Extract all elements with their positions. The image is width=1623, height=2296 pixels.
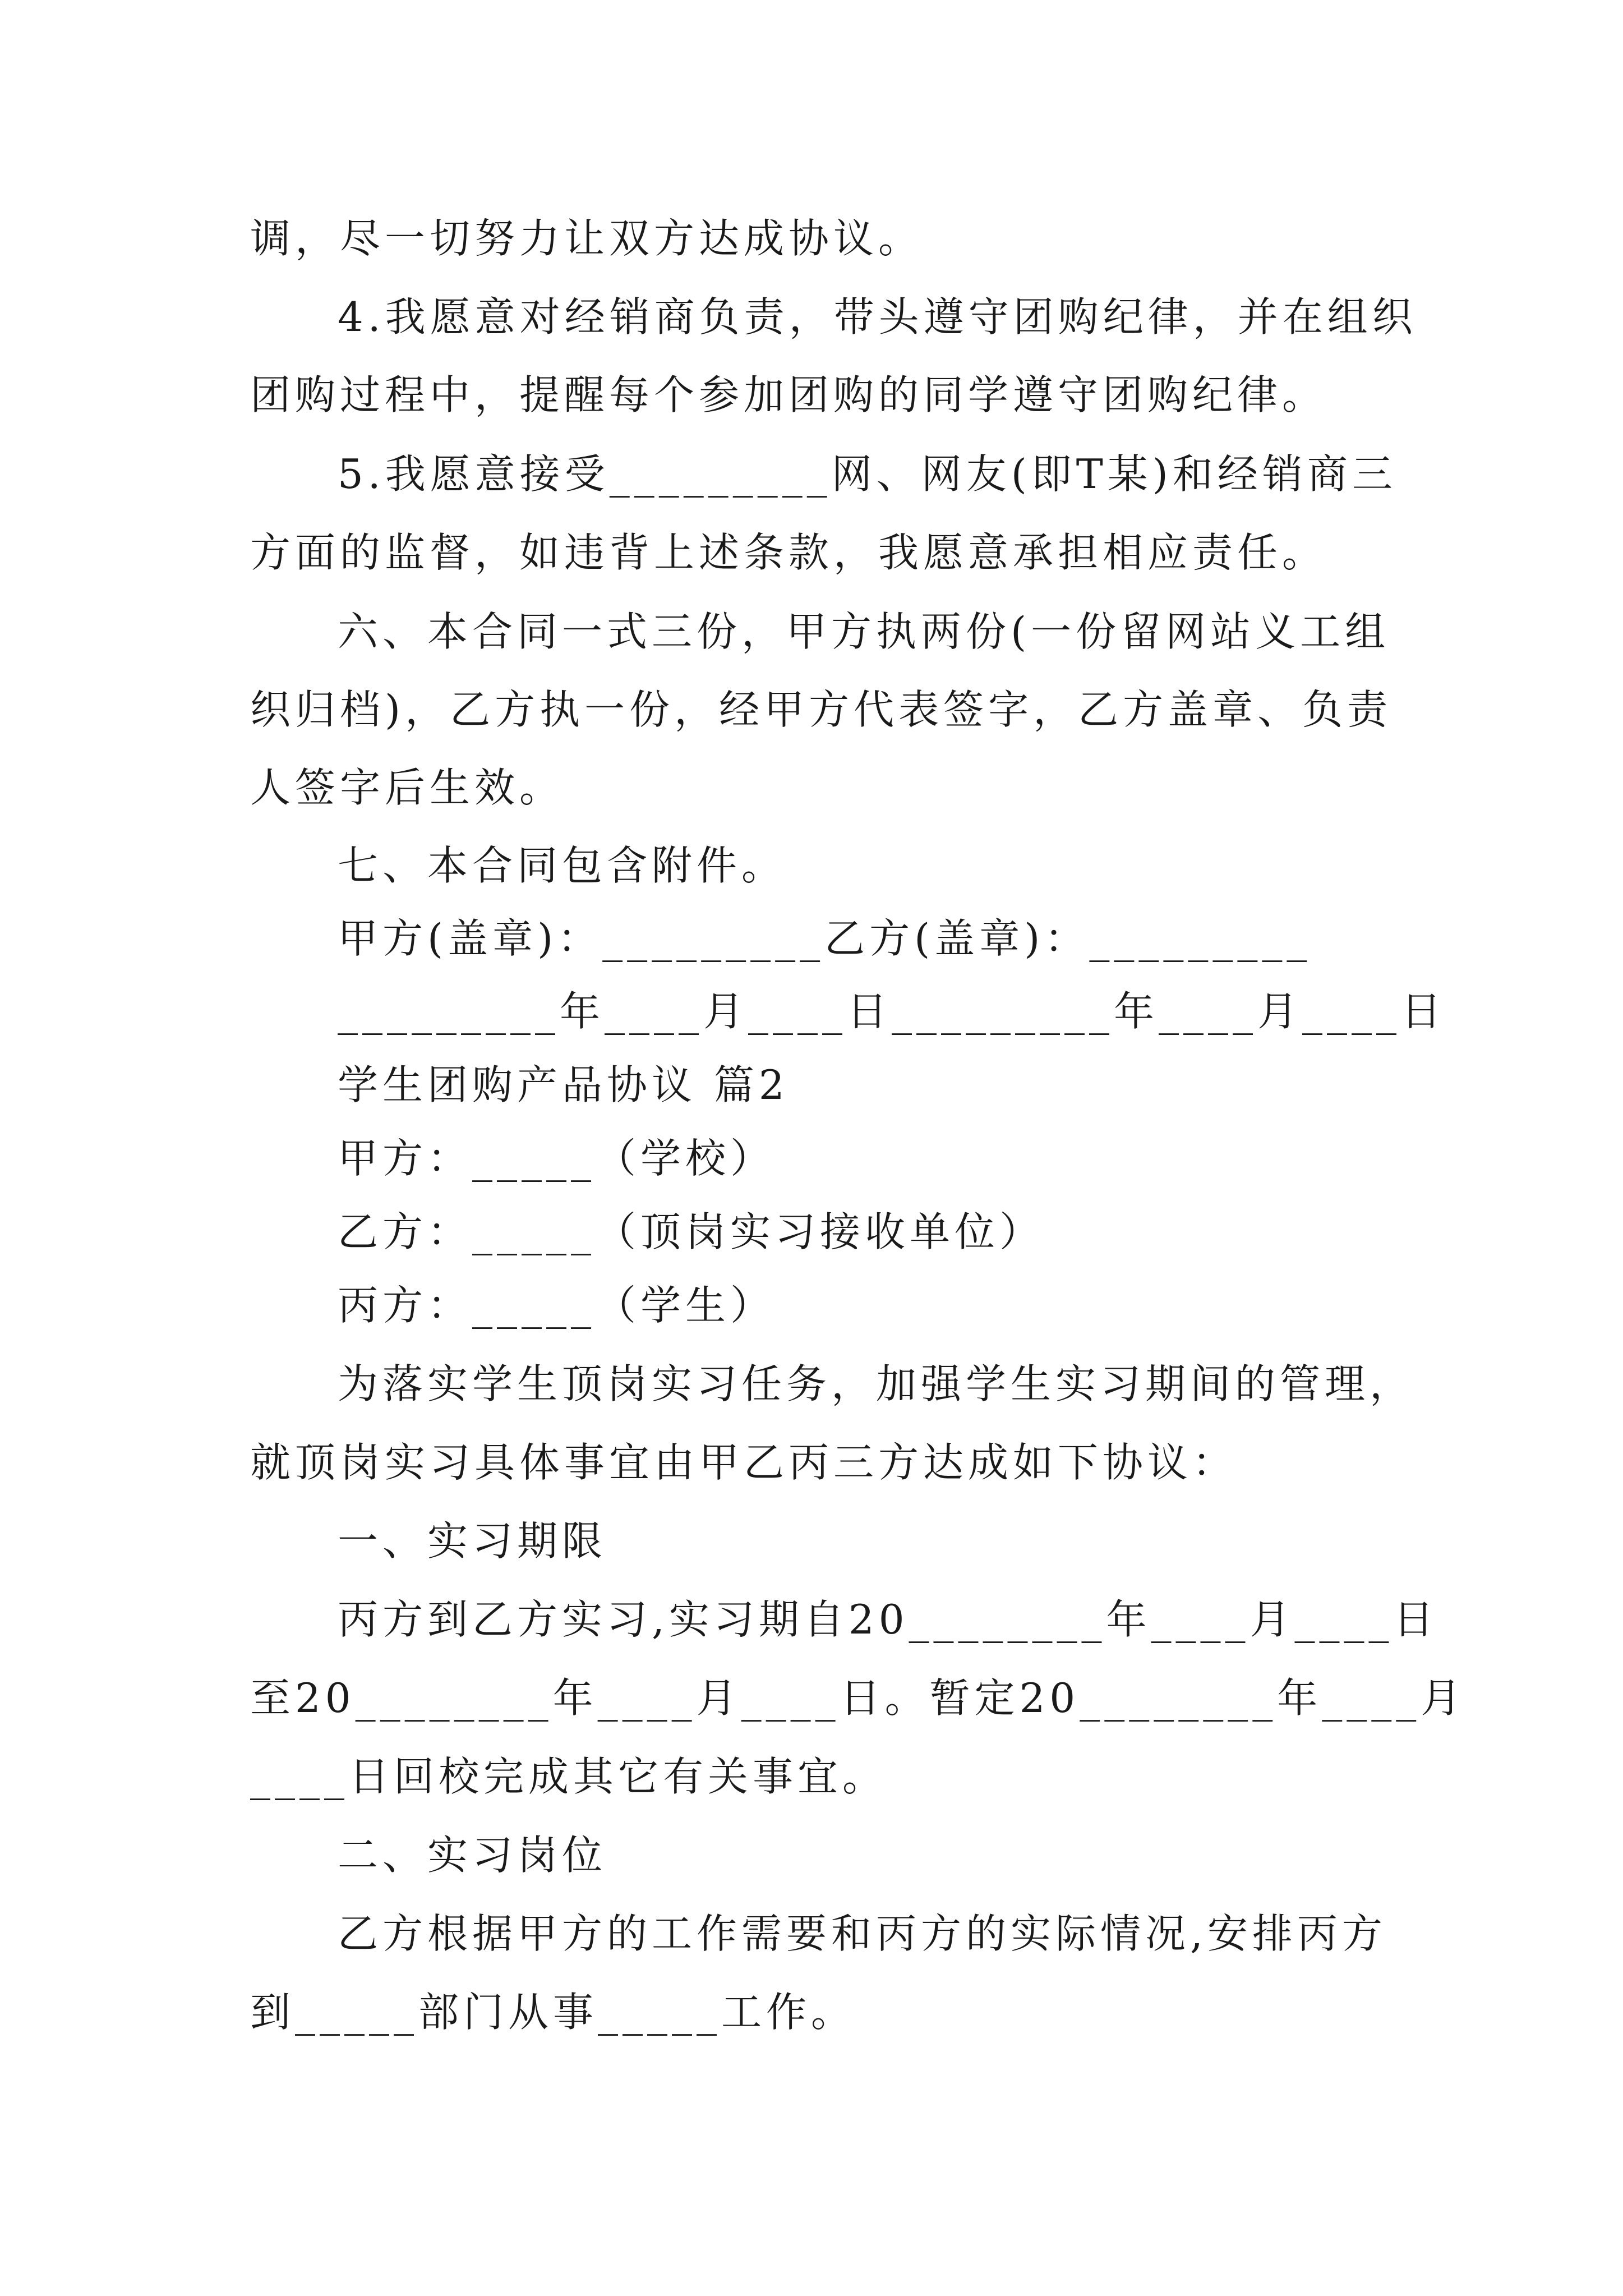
text-line: 丙方到乙方实习,实习期自20________年____月____日 — [338, 1596, 1438, 1643]
text-line: 六、本合同一式三份，甲方执两份(一份留网站义工组 — [338, 608, 1390, 655]
text-line: 甲方：_____（学校） — [338, 1135, 776, 1182]
text-line: 团购过程中，提醒每个参加团购的同学遵守团购纪律。 — [250, 371, 1327, 418]
text-line: 丙方：_____（学生） — [338, 1282, 776, 1329]
text-line: 织归档)，乙方执一份，经甲方代表签字，乙方盖章、负责 — [250, 686, 1393, 733]
text-line: 至20________年____月____日。暂定20________年____月 — [250, 1674, 1466, 1722]
section-heading: 学生团购产品协议 篇2 — [338, 1061, 789, 1108]
text-line: 乙方根据甲方的工作需要和丙方的实际情况,安排丙方 — [338, 1910, 1387, 1957]
text-line: _________年____月____日_________年____月____日 — [338, 988, 1446, 1035]
text-line: 4.我愿意对经销商负责，带头遵守团购纪律，并在组织 — [338, 293, 1417, 341]
text-line: 七、本合同包含附件。 — [338, 842, 787, 889]
text-line: 二、实习岗位 — [338, 1832, 607, 1879]
text-line: 方面的监督，如违背上述条款，我愿意承担相应责任。 — [250, 529, 1327, 576]
text-line: 乙方：_____（顶岗实习接收单位） — [338, 1208, 1045, 1255]
text-line: 一、实习期限 — [338, 1517, 607, 1565]
text-line: 为落实学生顶岗实习任务，加强学生实习期间的管理， — [338, 1360, 1415, 1407]
text-line: 人签字后生效。 — [250, 764, 565, 811]
text-line: 调，尽一切努力让双方达成协议。 — [250, 215, 924, 262]
text-line: 5.我愿意接受_________网、网友(即T某)和经销商三 — [338, 450, 1397, 498]
text-line: 到_____部门从事_____工作。 — [250, 1989, 856, 2036]
text-line: 甲方(盖章)：_________乙方(盖章)：_________ — [338, 915, 1312, 962]
text-line: ____日回校完成其它有关事宜。 — [250, 1753, 888, 1800]
text-line: 就顶岗实习具体事宜由甲乙丙三方达成如下协议： — [250, 1439, 1238, 1486]
